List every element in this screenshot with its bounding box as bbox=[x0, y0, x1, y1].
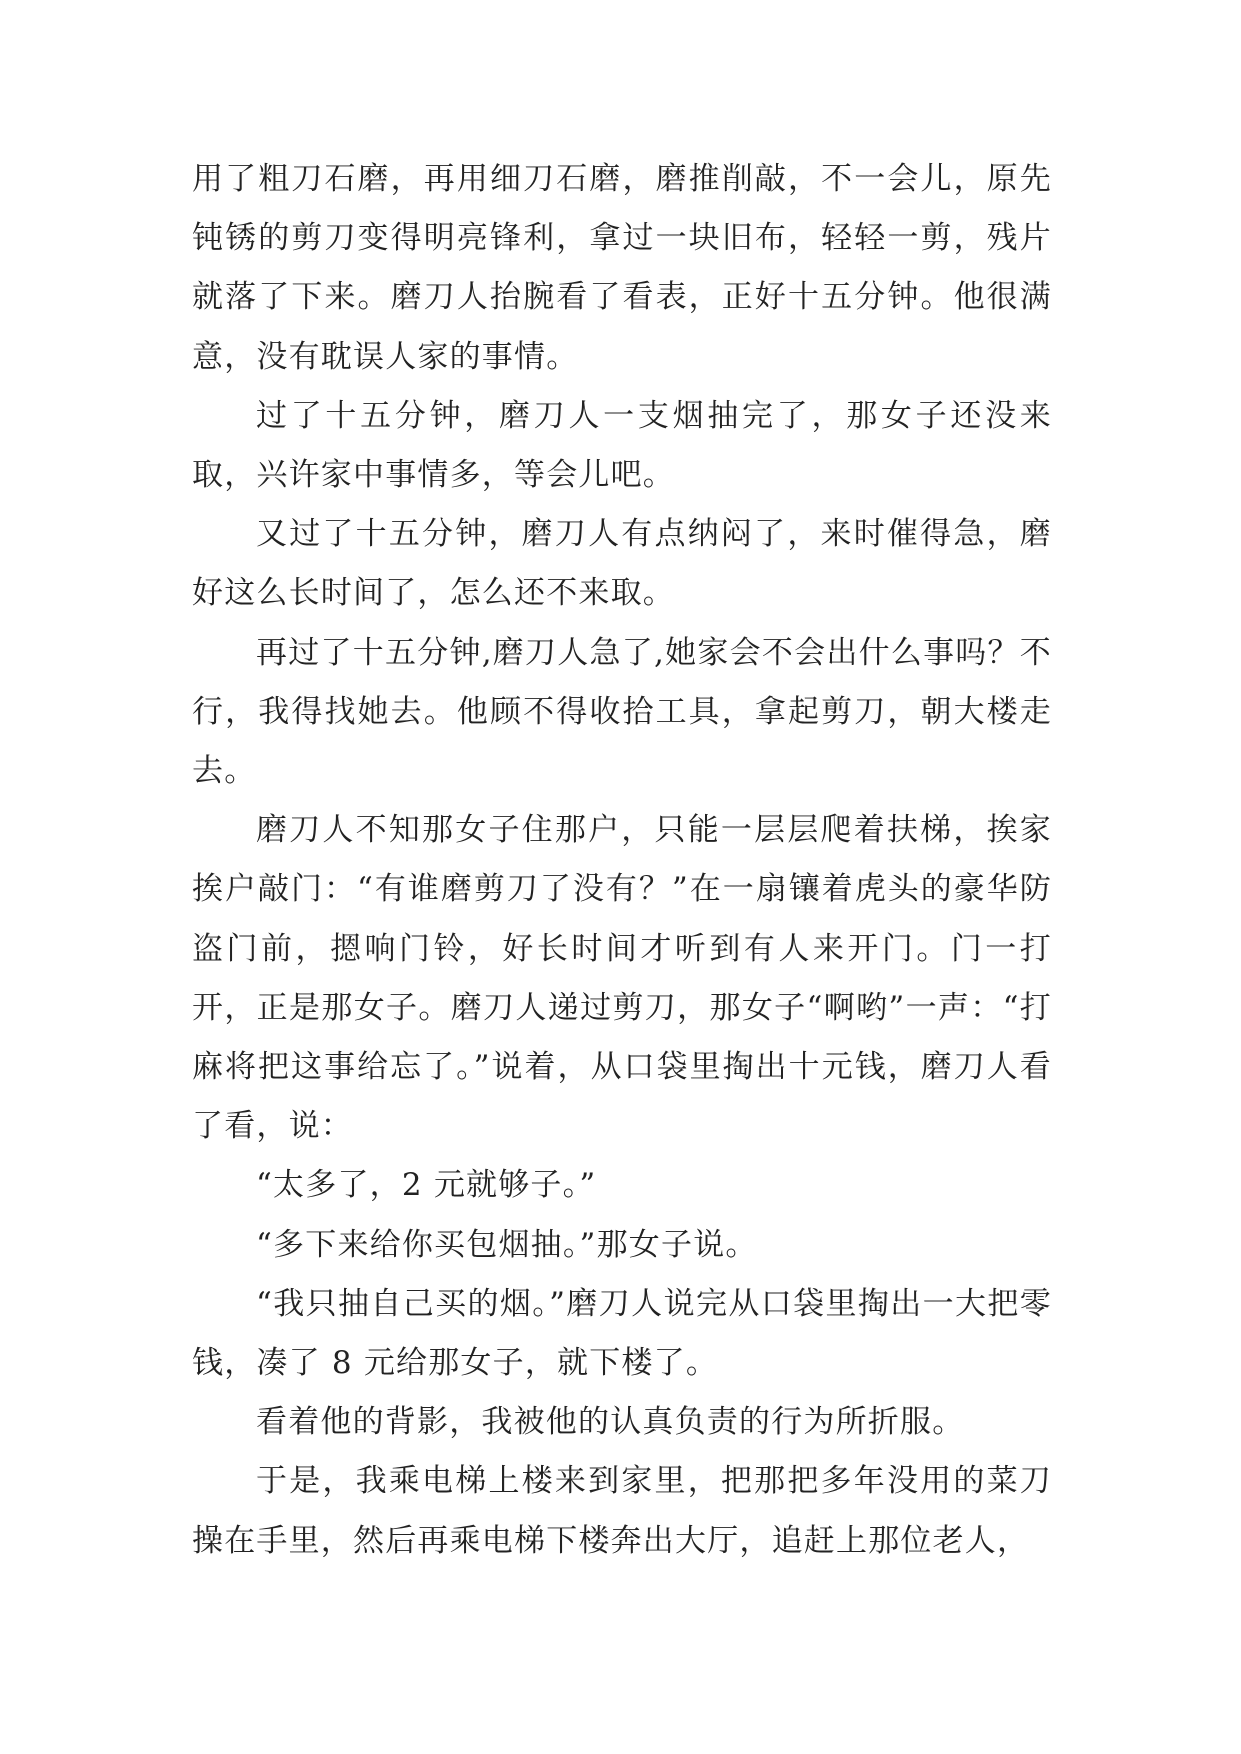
paragraph: “多下来给你买包烟抽。”那女子说。 bbox=[256, 1226, 758, 1263]
paragraph: 过了十五分钟，磨刀人一支烟抽完了，那女子还没来取，兴许家中事情多，等会儿吧。 bbox=[192, 397, 1052, 494]
paragraph: “太多了，2 元就够子。” bbox=[256, 1167, 597, 1204]
paragraph: 再过了十五分钟,磨刀人急了,她家会不会出什么事吗？不行，我得找她去。他顾不得收拾工具，拿起剪刀，朝大楼走去。 bbox=[192, 634, 1052, 790]
paragraph: 于是，我乘电梯上楼来到家里，把那把多年没用的菜刀操在手里，然后再乘电梯下楼奔出大厅，追赶上那位老人， bbox=[192, 1463, 1052, 1559]
paragraph: “我只抽自己买的烟。”磨刀人说完从口袋里掏出一大把零钱，凑了 8 元给那女子，就下楼了。 bbox=[192, 1285, 1052, 1382]
paragraph: 又过了十五分钟，磨刀人有点纳闷了，来时催得急，磨好这么长时间了，怎么还不来取。 bbox=[192, 516, 1052, 612]
document-body bbox=[192, 150, 1052, 1571]
paragraph: 用了粗刀石磨，再用细刀石磨，磨推削敲，不一会儿，原先钝锈的剪刀变得明亮锋利，拿过一块旧布，轻轻一剪，残片就落了下来。磨刀人抬腕看了看表，正好十五分钟。他很满意，没有耽误人家的事情。 bbox=[192, 161, 1052, 375]
paragraph: 磨刀人不知那女子住那户，只能一层层爬着扶梯，挨家挨户敲门：“有谁磨剪刀了没有？”在一扇镶着虎头的豪华防盗门前，摁响门铃，好长时间才听到有人来开门。门一打开，正是那女子。磨刀人递过剪刀，那女子“啊哟”一声：“打麻将把这事给忘了。”说着，从口袋里掏出十元钱，磨刀人看了看，说： bbox=[192, 812, 1052, 1145]
paragraph: 看着他的背影，我被他的认真负责的行为所折服。 bbox=[256, 1404, 965, 1441]
